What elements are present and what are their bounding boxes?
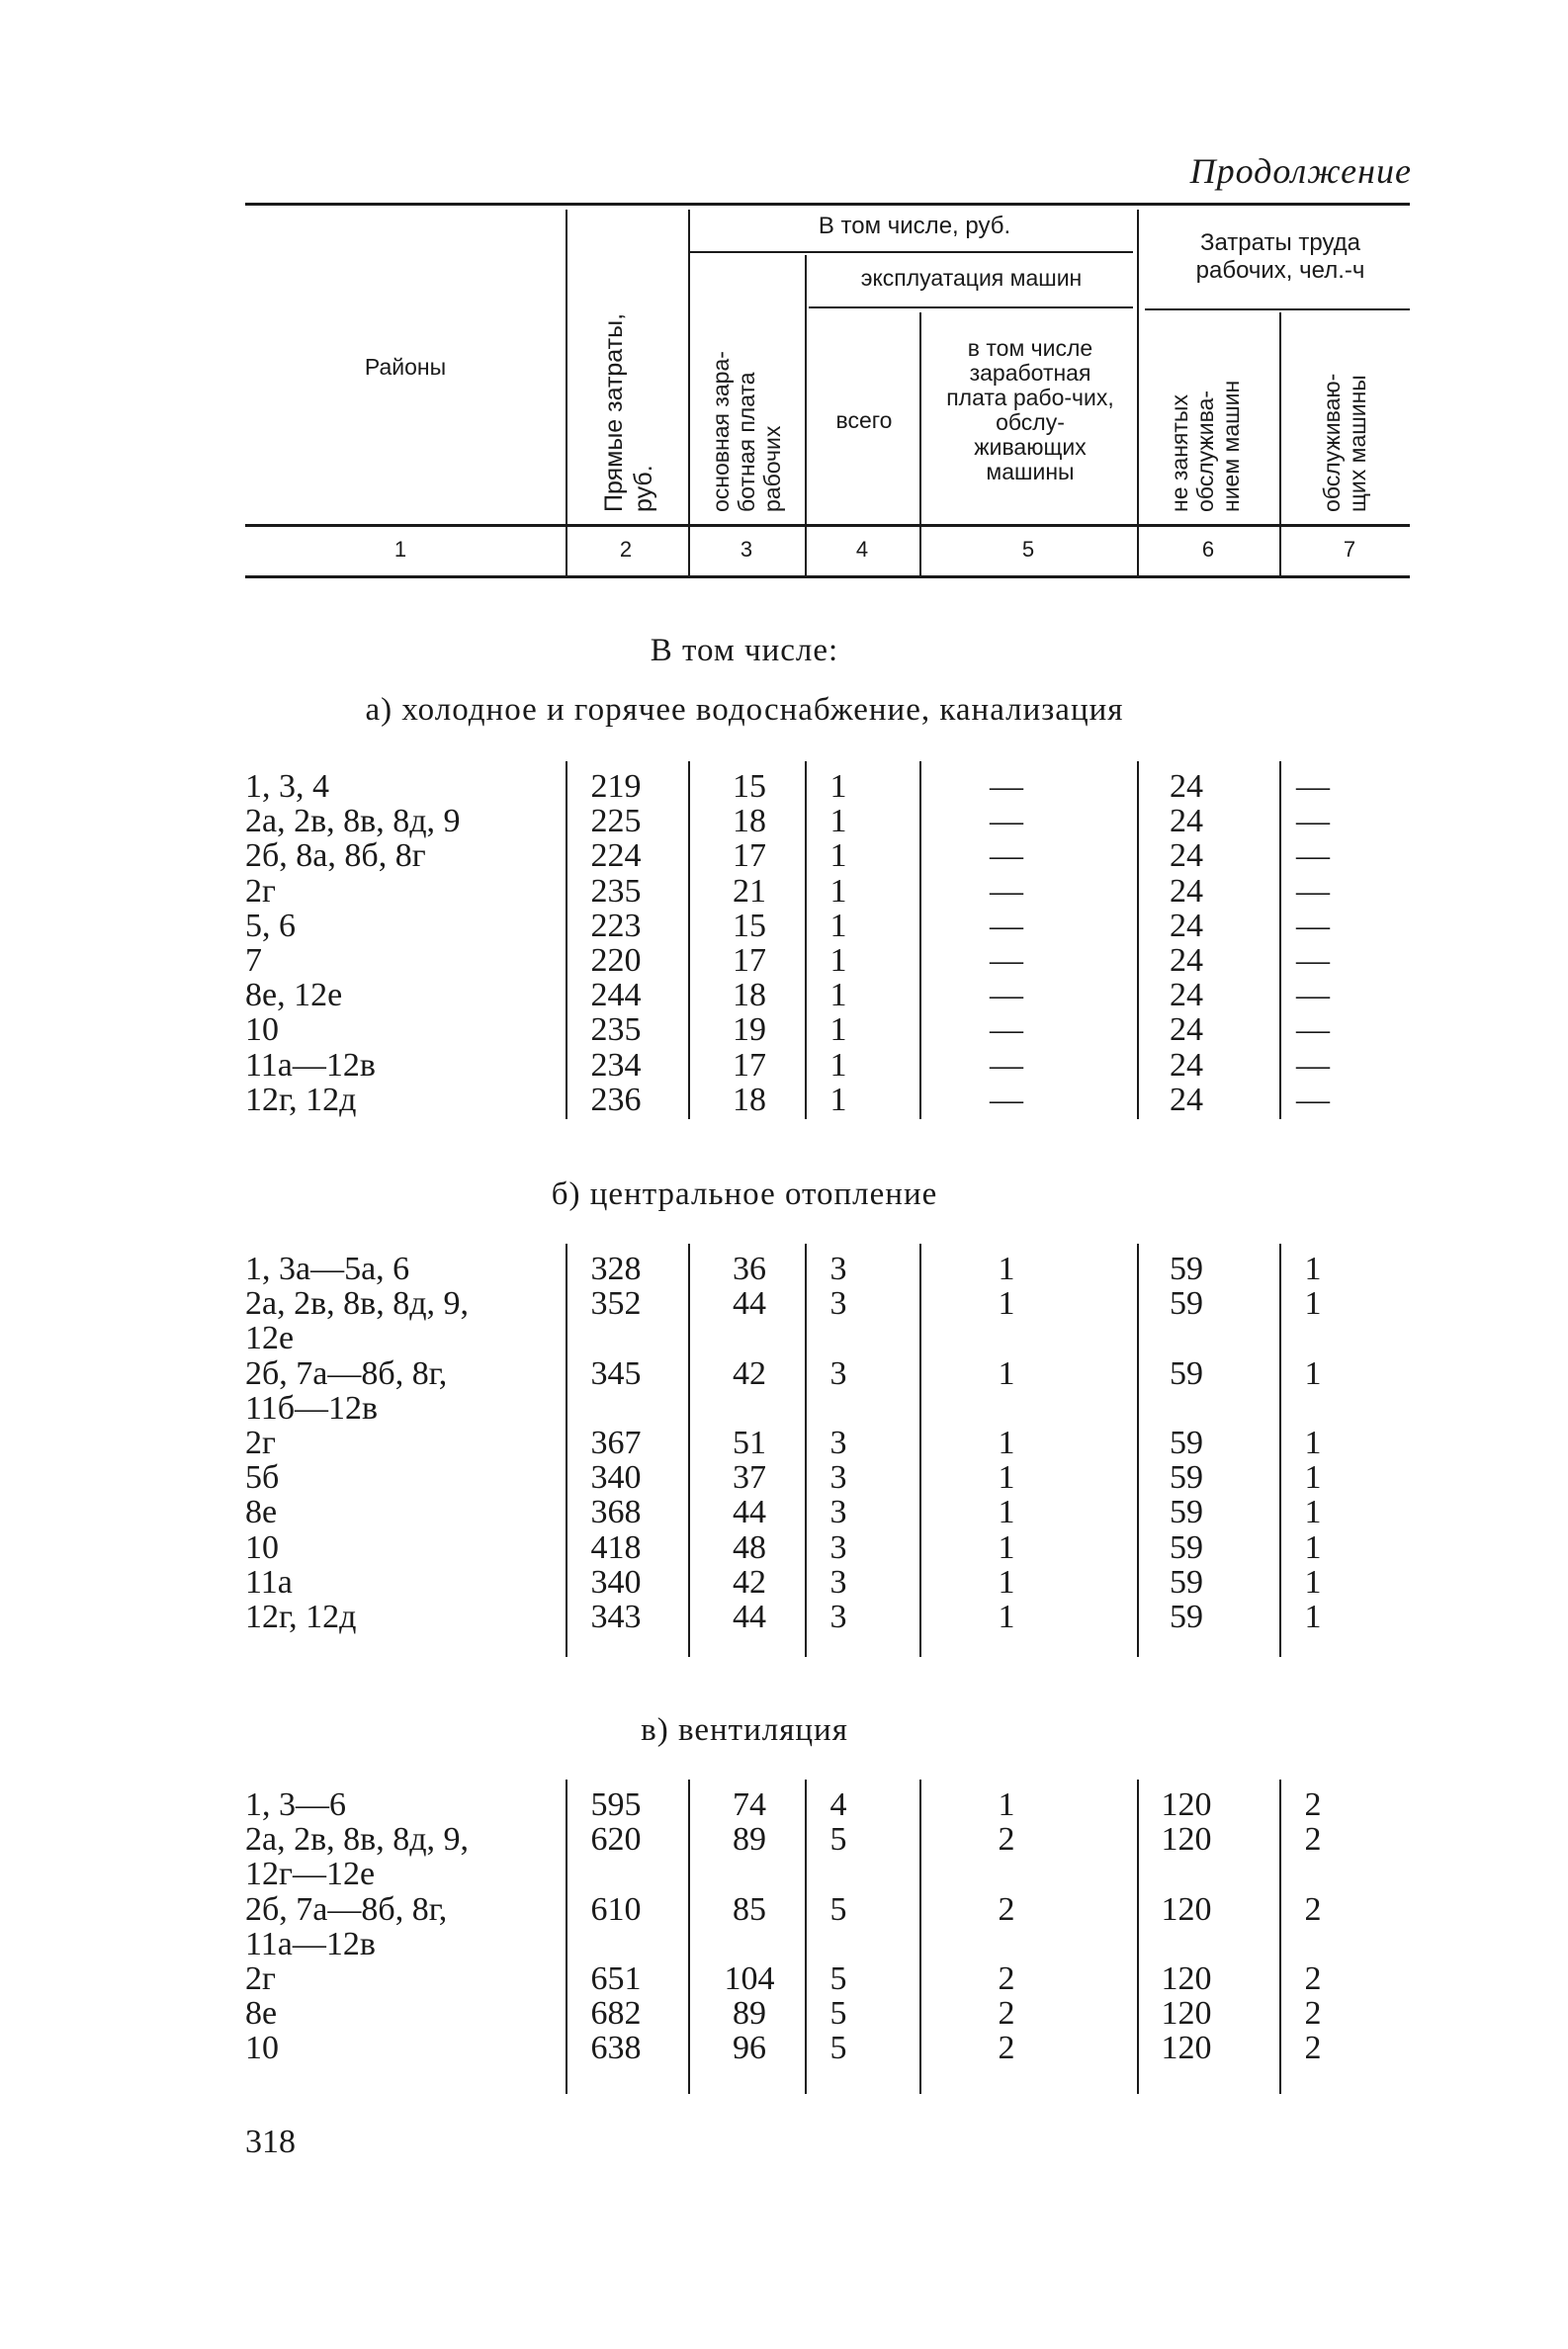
labor-not-machine-cell: 24 xyxy=(1170,1011,1203,1049)
col-number-2: 2 xyxy=(619,537,633,562)
machines-wage-cell: — xyxy=(990,1011,1023,1049)
region-cell: 11а—12в xyxy=(245,1046,376,1084)
labor-not-machine-cell: 24 xyxy=(1170,872,1203,910)
numbers-bottom-rule xyxy=(245,575,1410,578)
header-bottom-rule xyxy=(245,524,1410,527)
header-group-cost: В том числе, руб. xyxy=(818,213,1011,239)
header-top-rule xyxy=(245,203,1410,206)
direct-costs-cell: 638 xyxy=(590,2030,642,2067)
direct-costs-cell: 328 xyxy=(590,1251,642,1287)
direct-costs-cell: 235 xyxy=(590,1011,642,1049)
labor-machine-cell: — xyxy=(1296,1081,1330,1118)
base-wage-cell: 15 xyxy=(733,768,766,805)
header-vline-1 xyxy=(566,210,567,575)
machines-wage-cell: 1 xyxy=(998,1563,1015,1601)
region-cell: 8е xyxy=(245,1995,278,2033)
direct-costs-cell: 620 xyxy=(590,1821,642,1859)
region-cell: 1, 3, 4 xyxy=(245,768,329,805)
section-b-vline xyxy=(688,1244,690,1657)
section-c-vline xyxy=(805,1780,807,2094)
labor-not-machine-cell: 24 xyxy=(1170,977,1203,1014)
direct-costs-cell: 244 xyxy=(590,977,642,1014)
labor-not-machine-cell: 120 xyxy=(1161,1995,1212,2033)
machines-wage-cell: — xyxy=(990,1081,1023,1118)
region-cell: 5, 6 xyxy=(245,907,296,944)
labor-not-machine-cell: 24 xyxy=(1170,837,1203,875)
labor-not-machine-cell: 120 xyxy=(1161,1786,1212,1823)
labor-machine-cell: 2 xyxy=(1304,1786,1322,1823)
direct-costs-cell: 224 xyxy=(590,837,642,875)
direct-costs-cell: 340 xyxy=(590,1563,642,1601)
machines-wage-cell: 1 xyxy=(998,1599,1015,1635)
machines-wage-cell: — xyxy=(990,977,1023,1014)
labor-machine-cell: 1 xyxy=(1304,1251,1322,1287)
direct-costs-cell: 651 xyxy=(590,1960,642,1997)
labor-not-machine-cell: 120 xyxy=(1161,2030,1212,2067)
direct-costs-cell: 234 xyxy=(590,1046,642,1084)
region-cell: 2а, 2в, 8в, 8д, 9, xyxy=(245,1285,469,1323)
header-vline-6 xyxy=(1279,312,1281,575)
machines-wage-cell: — xyxy=(990,1046,1023,1084)
section-a-vline xyxy=(1279,761,1281,1119)
region-cell: 2б, 7а—8б, 8г, xyxy=(245,1890,448,1928)
direct-costs-cell: 682 xyxy=(590,1995,642,2033)
machines-wage-cell: — xyxy=(990,837,1023,875)
labor-machine-cell: 1 xyxy=(1304,1285,1322,1323)
base-wage-cell: 44 xyxy=(733,1599,766,1635)
machines-wage-cell: 1 xyxy=(998,1354,1015,1392)
header-wage-machine-workers: в том числе заработная плата рабо-чих, обслу-живающих машины xyxy=(946,335,1114,484)
machines-wage-cell: 1 xyxy=(998,1285,1015,1323)
machines-total-cell: 1 xyxy=(829,837,847,875)
labor-machine-cell: 1 xyxy=(1304,1528,1322,1566)
direct-costs-cell: 225 xyxy=(590,803,642,840)
region-cell: 2б, 8а, 8б, 8г xyxy=(245,837,426,875)
labor-not-machine-cell: 59 xyxy=(1170,1425,1203,1461)
labor-not-machine-cell: 59 xyxy=(1170,1459,1203,1497)
machines-total-cell: 5 xyxy=(829,1995,847,2033)
labor-not-machine-cell: 24 xyxy=(1170,768,1203,805)
continuation-label: Продолжение xyxy=(1189,151,1412,191)
labor-not-machine-cell: 59 xyxy=(1170,1563,1203,1601)
labor-machine-cell: 2 xyxy=(1304,1960,1322,1997)
section-b-vline xyxy=(805,1244,807,1657)
region-cell: 11а—12в xyxy=(245,1925,376,1962)
col-number-3: 3 xyxy=(740,537,753,562)
machines-wage-cell: 2 xyxy=(998,2030,1015,2067)
base-wage-cell: 17 xyxy=(733,942,766,979)
region-cell: 2г xyxy=(245,1960,276,1997)
region-cell: 1, 3—6 xyxy=(245,1786,346,1823)
machines-total-cell: 5 xyxy=(829,2030,847,2067)
region-cell: 8е xyxy=(245,1494,278,1531)
page-number: 318 xyxy=(245,2124,296,2160)
machines-total-cell: 1 xyxy=(829,872,847,910)
direct-costs-cell: 340 xyxy=(590,1459,642,1497)
machines-total-cell: 3 xyxy=(829,1494,847,1531)
region-cell: 10 xyxy=(245,2030,279,2067)
labor-not-machine-cell: 59 xyxy=(1170,1285,1203,1323)
col-number-1: 1 xyxy=(393,537,407,562)
base-wage-cell: 85 xyxy=(733,1890,766,1928)
labor-not-machine-cell: 59 xyxy=(1170,1599,1203,1635)
machines-wage-cell: 2 xyxy=(998,1821,1015,1859)
machines-total-cell: 3 xyxy=(829,1285,847,1323)
region-cell: 1, 3а—5а, 6 xyxy=(245,1251,410,1287)
header-vline-5 xyxy=(1137,210,1139,575)
labor-machine-cell: — xyxy=(1296,768,1330,805)
labor-not-machine-cell: 24 xyxy=(1170,942,1203,979)
direct-costs-cell: 223 xyxy=(590,907,642,944)
header-regions: Районы xyxy=(364,354,447,380)
section-c-vline xyxy=(688,1780,690,2094)
machines-wage-cell: — xyxy=(990,768,1023,805)
machines-total-cell: 3 xyxy=(829,1459,847,1497)
machines-total-cell: 1 xyxy=(829,942,847,979)
region-cell: 8е, 12е xyxy=(245,977,343,1014)
labor-machine-cell: 1 xyxy=(1304,1599,1322,1635)
machines-total-cell: 1 xyxy=(829,803,847,840)
labor-machine-cell: — xyxy=(1296,1011,1330,1049)
direct-costs-cell: 236 xyxy=(590,1081,642,1118)
direct-costs-cell: 343 xyxy=(590,1599,642,1635)
section-a-title: а) холодное и горячее водоснабжение, канализация xyxy=(365,692,1124,728)
base-wage-cell: 89 xyxy=(733,1821,766,1859)
machines-total-cell: 1 xyxy=(829,1081,847,1118)
direct-costs-cell: 595 xyxy=(590,1786,642,1823)
labor-not-machine-cell: 24 xyxy=(1170,1081,1203,1118)
base-wage-cell: 74 xyxy=(733,1786,766,1823)
header-vline-4 xyxy=(919,312,921,575)
region-cell: 2г xyxy=(245,1425,276,1461)
base-wage-cell: 42 xyxy=(733,1563,766,1601)
machines-total-cell: 3 xyxy=(829,1599,847,1635)
labor-machine-cell: 1 xyxy=(1304,1354,1322,1392)
region-cell: 2г xyxy=(245,872,276,910)
machines-total-cell: 1 xyxy=(829,1011,847,1049)
machines-total-cell: 3 xyxy=(829,1563,847,1601)
direct-costs-cell: 220 xyxy=(590,942,642,979)
section-c-vline xyxy=(1279,1780,1281,2094)
labor-machine-cell: — xyxy=(1296,837,1330,875)
region-cell: 2а, 2в, 8в, 8д, 9 xyxy=(245,803,461,840)
machines-total-cell: 5 xyxy=(829,1821,847,1859)
machines-total-cell: 5 xyxy=(829,1960,847,1997)
col-number-5: 5 xyxy=(1021,537,1035,562)
region-cell: 2а, 2в, 8в, 8д, 9, xyxy=(245,1821,469,1859)
header-direct-costs: Прямые затраты, руб. xyxy=(600,312,657,512)
machines-wage-cell: 1 xyxy=(998,1528,1015,1566)
region-cell: 11а xyxy=(245,1563,293,1601)
base-wage-cell: 17 xyxy=(733,1046,766,1084)
machines-wage-cell: 1 xyxy=(998,1459,1015,1497)
labor-machine-cell: — xyxy=(1296,977,1330,1014)
labor-machine-cell: — xyxy=(1296,803,1330,840)
machines-wage-cell: 2 xyxy=(998,1960,1015,1997)
header-group-machines: эксплуатация машин xyxy=(860,265,1083,291)
machines-wage-cell: 2 xyxy=(998,1995,1015,2033)
section-a-vline xyxy=(805,761,807,1119)
machines-total-cell: 3 xyxy=(829,1251,847,1287)
machines-total-cell: 3 xyxy=(829,1425,847,1461)
labor-machine-cell: 2 xyxy=(1304,1821,1322,1859)
labor-machine-cell: — xyxy=(1296,1046,1330,1084)
base-wage-cell: 89 xyxy=(733,1995,766,2033)
col-number-6: 6 xyxy=(1201,537,1215,562)
base-wage-cell: 15 xyxy=(733,907,766,944)
section-b-vline xyxy=(1279,1244,1281,1657)
labor-not-machine-cell: 120 xyxy=(1161,1821,1212,1859)
direct-costs-cell: 418 xyxy=(590,1528,642,1566)
base-wage-cell: 37 xyxy=(733,1459,766,1497)
region-cell: 5б xyxy=(245,1459,280,1497)
machines-wage-cell: 1 xyxy=(998,1786,1015,1823)
labor-not-machine-cell: 24 xyxy=(1170,1046,1203,1084)
region-cell: 12г—12е xyxy=(245,1856,376,1893)
direct-costs-cell: 235 xyxy=(590,872,642,910)
section-a-vline xyxy=(919,761,921,1119)
machines-wage-cell: — xyxy=(990,803,1023,840)
section-c-vline xyxy=(919,1780,921,2094)
labor-machine-cell: — xyxy=(1296,907,1330,944)
region-cell: 12г, 12д xyxy=(245,1081,357,1118)
labor-not-machine-cell: 59 xyxy=(1170,1528,1203,1566)
base-wage-cell: 18 xyxy=(733,803,766,840)
machines-total-cell: 1 xyxy=(829,1046,847,1084)
col-number-4: 4 xyxy=(855,537,869,562)
machines-total-cell: 1 xyxy=(829,977,847,1014)
region-cell: 2б, 7а—8б, 8г, xyxy=(245,1354,448,1392)
labor-machine-cell: 2 xyxy=(1304,2030,1322,2067)
direct-costs-cell: 368 xyxy=(590,1494,642,1531)
labor-machine-cell: 1 xyxy=(1304,1459,1322,1497)
machines-total-cell: 4 xyxy=(829,1786,847,1823)
region-cell: 12г, 12д xyxy=(245,1599,357,1635)
labor-machine-cell: 1 xyxy=(1304,1563,1322,1601)
labor-not-machine-cell: 120 xyxy=(1161,1890,1212,1928)
labor-not-machine-cell: 120 xyxy=(1161,1960,1212,1997)
labor-not-machine-cell: 59 xyxy=(1170,1251,1203,1287)
labor-machine-cell: 2 xyxy=(1304,1995,1322,2033)
labor-not-machine-cell: 24 xyxy=(1170,907,1203,944)
base-wage-cell: 17 xyxy=(733,837,766,875)
header-rule-group-labor xyxy=(1145,308,1410,310)
direct-costs-cell: 367 xyxy=(590,1425,642,1461)
base-wage-cell: 51 xyxy=(733,1425,766,1461)
base-wage-cell: 19 xyxy=(733,1011,766,1049)
base-wage-cell: 18 xyxy=(733,1081,766,1118)
header-base-wage: основная зара- ботная плата рабочих xyxy=(708,351,785,512)
labor-machine-cell: 1 xyxy=(1304,1494,1322,1531)
labor-not-machine-cell: 24 xyxy=(1170,803,1203,840)
machines-total-cell: 5 xyxy=(829,1890,847,1928)
direct-costs-cell: 352 xyxy=(590,1285,642,1323)
col-number-7: 7 xyxy=(1343,537,1356,562)
header-labor-not-machine: не занятых обслужива- нием машин xyxy=(1167,380,1244,512)
labor-machine-cell: — xyxy=(1296,872,1330,910)
header-rule-group-machines xyxy=(809,306,1133,308)
header-rule-group-cost xyxy=(690,251,1133,253)
header-labor-machine: обслуживаю- щих машины xyxy=(1319,373,1370,512)
base-wage-cell: 42 xyxy=(733,1354,766,1392)
region-cell: 7 xyxy=(245,942,262,979)
machines-total-cell: 1 xyxy=(829,768,847,805)
direct-costs-cell: 345 xyxy=(590,1354,642,1392)
section-c-title: в) вентиляция xyxy=(641,1712,848,1748)
section-a-vline xyxy=(688,761,690,1119)
base-wage-cell: 36 xyxy=(733,1251,766,1287)
base-wage-cell: 104 xyxy=(724,1960,775,1997)
base-wage-cell: 21 xyxy=(733,872,766,910)
base-wage-cell: 44 xyxy=(733,1494,766,1531)
header-vline-2 xyxy=(688,210,690,575)
base-wage-cell: 96 xyxy=(733,2030,766,2067)
region-cell: 11б—12в xyxy=(245,1389,379,1427)
labor-machine-cell: — xyxy=(1296,942,1330,979)
header-vline-3 xyxy=(805,255,807,575)
direct-costs-cell: 610 xyxy=(590,1890,642,1928)
header-total: всего xyxy=(835,407,893,433)
machines-wage-cell: 1 xyxy=(998,1425,1015,1461)
base-wage-cell: 18 xyxy=(733,977,766,1014)
machines-wage-cell: — xyxy=(990,872,1023,910)
region-cell: 10 xyxy=(245,1011,279,1049)
machines-wage-cell: 1 xyxy=(998,1494,1015,1531)
intro-text: В том числе: xyxy=(650,633,839,668)
labor-not-machine-cell: 59 xyxy=(1170,1354,1203,1392)
machines-wage-cell: 2 xyxy=(998,1890,1015,1928)
base-wage-cell: 44 xyxy=(733,1285,766,1323)
labor-machine-cell: 1 xyxy=(1304,1425,1322,1461)
direct-costs-cell: 219 xyxy=(590,768,642,805)
labor-machine-cell: 2 xyxy=(1304,1890,1322,1928)
region-cell: 12е xyxy=(245,1320,295,1357)
header-group-labor: Затраты труда рабочих, чел.-ч xyxy=(1195,229,1365,284)
labor-not-machine-cell: 59 xyxy=(1170,1494,1203,1531)
machines-wage-cell: 1 xyxy=(998,1251,1015,1287)
machines-total-cell: 3 xyxy=(829,1354,847,1392)
section-b-vline xyxy=(919,1244,921,1657)
section-b-title: б) центральное отопление xyxy=(551,1176,938,1212)
machines-total-cell: 3 xyxy=(829,1528,847,1566)
machines-wage-cell: — xyxy=(990,942,1023,979)
machines-wage-cell: — xyxy=(990,907,1023,944)
region-cell: 10 xyxy=(245,1528,279,1566)
base-wage-cell: 48 xyxy=(733,1528,766,1566)
machines-total-cell: 1 xyxy=(829,907,847,944)
